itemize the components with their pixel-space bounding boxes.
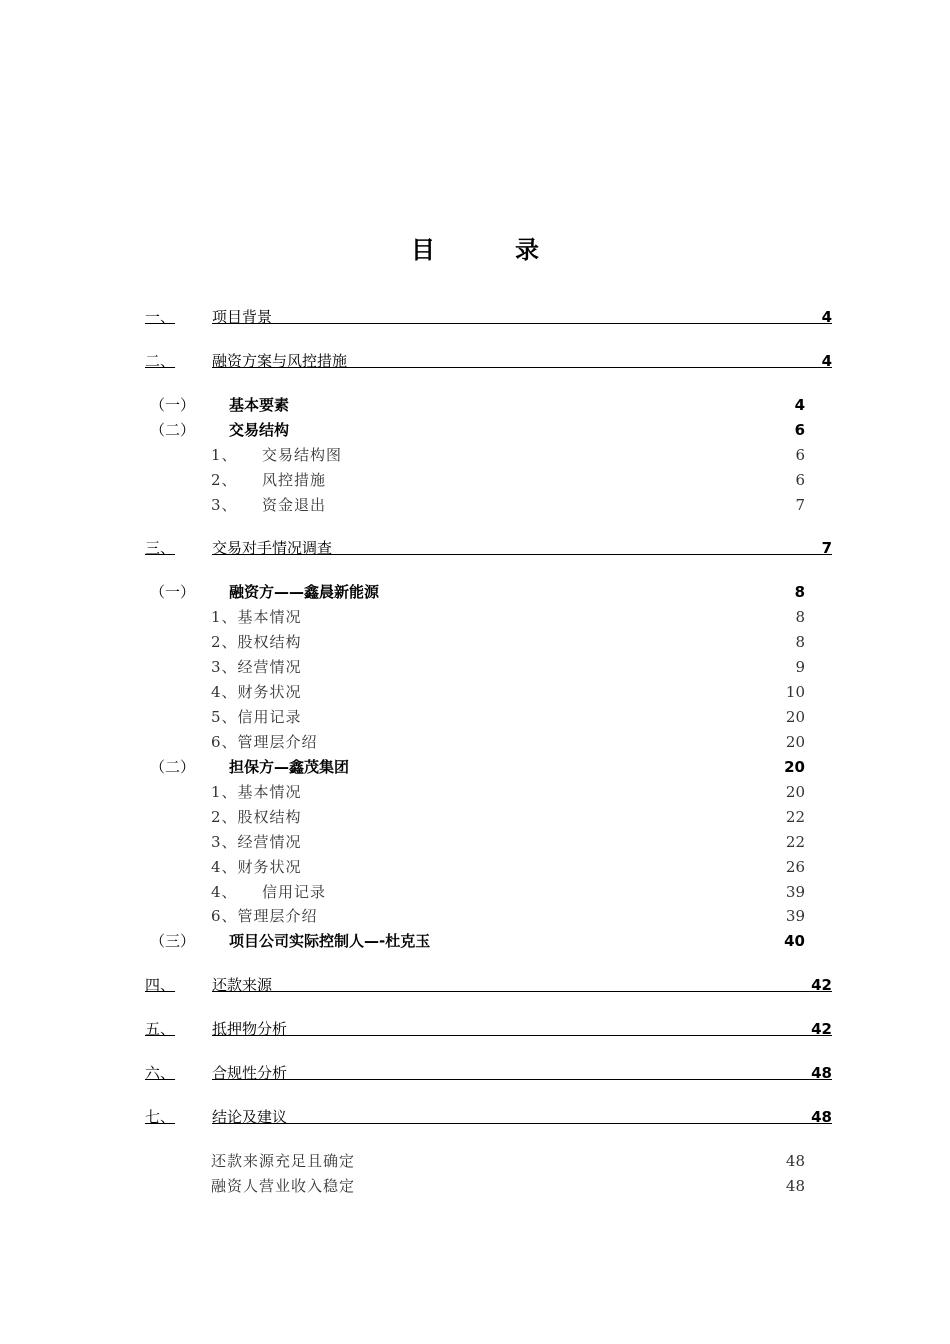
toc-subsection-entry[interactable] <box>0 731 950 753</box>
toc-leader-line <box>212 323 832 324</box>
toc-leader-line <box>212 554 832 555</box>
toc-subsection-entry[interactable] <box>0 1175 950 1197</box>
toc-entry-page-number: 7 <box>795 496 805 514</box>
toc-entry-page-number: 48 <box>785 1177 805 1195</box>
toc-entry-page-number: 22 <box>785 833 805 851</box>
toc-entry-number: 3、 <box>211 496 238 514</box>
toc-entry-title: 3、经营情况 <box>211 833 302 851</box>
toc-entry-number: （二） <box>150 758 196 776</box>
toc-entry-title: 结论及建议 <box>212 1108 288 1126</box>
toc-section-entry[interactable] <box>0 419 950 441</box>
toc-entry-title: 项目公司实际控制人—-杜克玉 <box>229 932 431 950</box>
toc-entry-page-number: 6 <box>795 471 805 489</box>
toc-leader-line <box>212 991 832 992</box>
toc-entry-number: （一） <box>150 396 196 414</box>
toc-entry-page-number: 48 <box>811 1108 832 1126</box>
toc-entry-title: 融资方——鑫晨新能源 <box>229 583 380 601</box>
toc-entry-page-number: 22 <box>785 808 805 826</box>
toc-entry-page-number: 9 <box>795 658 805 676</box>
toc-entry-title: 抵押物分析 <box>212 1020 288 1038</box>
toc-subsection-entry[interactable] <box>0 1150 950 1172</box>
toc-entry-number: 七、 <box>145 1108 176 1126</box>
toc-entry-title: 交易结构图 <box>262 446 343 464</box>
toc-chapter-entry[interactable] <box>0 1018 950 1040</box>
toc-entry-title: 6、管理层介绍 <box>211 733 318 751</box>
toc-chapter-entry[interactable] <box>0 350 950 372</box>
toc-entry-title: 3、经营情况 <box>211 658 302 676</box>
toc-entry-page-number: 40 <box>784 932 805 950</box>
toc-entry-title: 合规性分析 <box>212 1064 288 1082</box>
toc-subsection-entry[interactable] <box>0 905 950 927</box>
toc-subsection-entry[interactable] <box>0 631 950 653</box>
toc-section-entry[interactable] <box>0 756 950 778</box>
toc-entry-page-number: 8 <box>795 608 805 626</box>
toc-entry-page-number: 48 <box>811 1064 832 1082</box>
toc-entry-title: 6、管理层介绍 <box>211 907 318 925</box>
toc-entry-number: （一） <box>150 583 196 601</box>
toc-subsection-entry[interactable] <box>0 681 950 703</box>
toc-entry-title: 交易结构 <box>229 421 290 439</box>
toc-entry-title: 基本要素 <box>229 396 290 414</box>
toc-subsection-entry[interactable] <box>0 781 950 803</box>
toc-leader-line <box>212 1123 832 1124</box>
toc-entry-number: 1、 <box>211 446 238 464</box>
toc-entry-number: 二、 <box>145 352 176 370</box>
toc-entry-number: （二） <box>150 421 196 439</box>
toc-entry-number: 五、 <box>145 1020 176 1038</box>
toc-entry-page-number: 42 <box>811 1020 832 1038</box>
toc-entry-title: 1、基本情况 <box>211 608 302 626</box>
toc-entry-number: （三） <box>150 932 196 950</box>
toc-entry-number: 三、 <box>145 539 176 557</box>
toc-entry-title: 1、基本情况 <box>211 783 302 801</box>
toc-entry-title: 资金退出 <box>262 496 327 514</box>
toc-entry-page-number: 20 <box>785 733 805 751</box>
toc-entry-page-number: 20 <box>784 758 805 776</box>
toc-subsection-entry[interactable] <box>0 469 950 491</box>
toc-entry-title: 交易对手情况调查 <box>212 539 333 557</box>
toc-chapter-entry[interactable] <box>0 974 950 996</box>
toc-entry-number: 一、 <box>145 308 176 326</box>
toc-entry-page-number: 42 <box>811 976 832 994</box>
toc-subsection-entry[interactable] <box>0 656 950 678</box>
toc-entry-title: 融资人营业收入稳定 <box>211 1177 356 1195</box>
toc-section-entry[interactable] <box>0 581 950 603</box>
toc-leader-line <box>212 1079 832 1080</box>
toc-chapter-entry[interactable] <box>0 537 950 559</box>
toc-entry-page-number: 7 <box>821 539 832 557</box>
toc-entry-page-number: 48 <box>785 1152 805 1170</box>
toc-section-entry[interactable] <box>0 394 950 416</box>
toc-chapter-entry[interactable] <box>0 306 950 328</box>
toc-entry-page-number: 4 <box>794 396 805 414</box>
toc-subsection-entry[interactable] <box>0 494 950 516</box>
toc-entry-title: 5、信用记录 <box>211 708 302 726</box>
toc-subsection-entry[interactable] <box>0 881 950 903</box>
toc-entry-page-number: 6 <box>795 446 805 464</box>
toc-entry-title: 4、财务状况 <box>211 858 302 876</box>
toc-chapter-entry[interactable] <box>0 1106 950 1128</box>
toc-entry-title: 融资方案与风控措施 <box>212 352 348 370</box>
toc-chapter-entry[interactable] <box>0 1062 950 1084</box>
toc-entry-title: 2、股权结构 <box>211 808 302 826</box>
toc-entry-page-number: 6 <box>794 421 805 439</box>
toc-entry-title: 2、股权结构 <box>211 633 302 651</box>
toc-entry-page-number: 10 <box>785 683 805 701</box>
toc-entry-page-number: 39 <box>785 907 805 925</box>
toc-entry-page-number: 8 <box>794 583 805 601</box>
toc-entry-number: 六、 <box>145 1064 176 1082</box>
toc-entry-title: 4、财务状况 <box>211 683 302 701</box>
toc-entry-title: 还款来源充足且确定 <box>211 1152 356 1170</box>
toc-entry-page-number: 20 <box>785 708 805 726</box>
toc-entry-title: 还款来源 <box>212 976 273 994</box>
toc-entry-number: 2、 <box>211 471 238 489</box>
toc-subsection-entry[interactable] <box>0 606 950 628</box>
page-title: 目 录 <box>411 236 567 264</box>
toc-subsection-entry[interactable] <box>0 831 950 853</box>
toc-entry-title: 信用记录 <box>262 883 327 901</box>
toc-entry-title: 项目背景 <box>212 308 273 326</box>
toc-entry-number: 4、 <box>211 883 238 901</box>
toc-entry-page-number: 39 <box>785 883 805 901</box>
toc-entry-page-number: 4 <box>821 352 832 370</box>
toc-entry-number: 四、 <box>145 976 176 994</box>
toc-entry-page-number: 8 <box>795 633 805 651</box>
toc-leader-line <box>212 1035 832 1036</box>
toc-subsection-entry[interactable] <box>0 444 950 466</box>
toc-subsection-entry[interactable] <box>0 806 950 828</box>
toc-entry-page-number: 26 <box>785 858 805 876</box>
toc-leader-line <box>212 367 832 368</box>
toc-entry-title: 担保方—鑫茂集团 <box>229 758 350 776</box>
toc-section-entry[interactable] <box>0 930 950 952</box>
toc-entry-title: 风控措施 <box>262 471 327 489</box>
toc-subsection-entry[interactable] <box>0 706 950 728</box>
toc-entry-page-number: 20 <box>785 783 805 801</box>
toc-subsection-entry[interactable] <box>0 856 950 878</box>
toc-entry-page-number: 4 <box>821 308 832 326</box>
